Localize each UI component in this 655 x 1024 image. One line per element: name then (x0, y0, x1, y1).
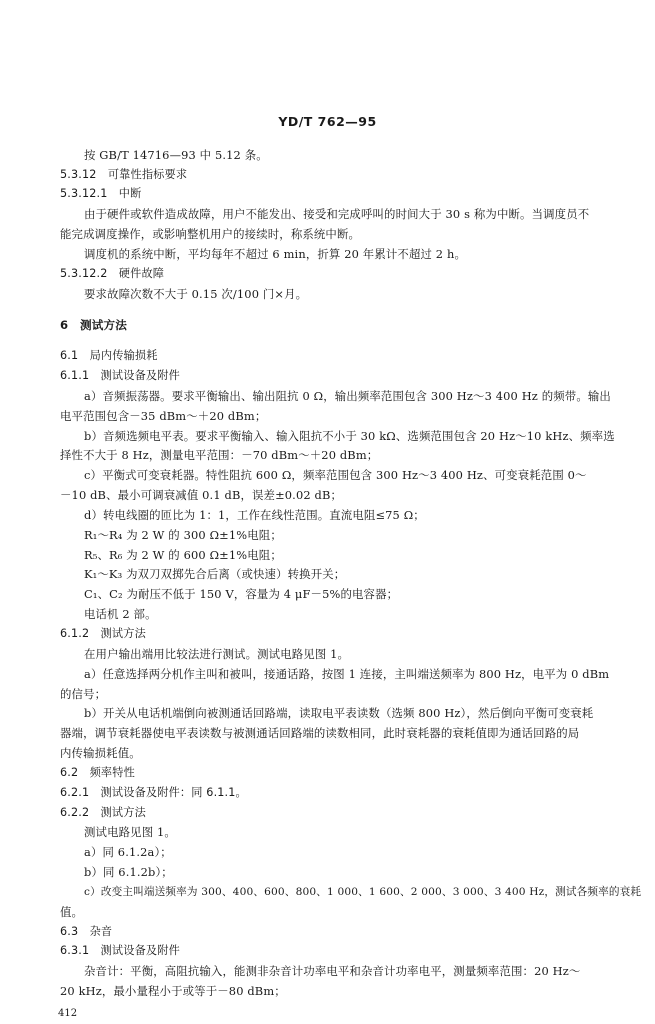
text-line: 杂音计：平衡，高阻抗输入，能测非杂音计功率电平和杂音计功率电平，测量频率范围：20 Hz～ (84, 964, 581, 978)
text-line: a）任意选择两分机作主叫和被叫，接通话路，按图 1 连接，主叫端送频率为 800 Hz，电平为 0 dBm (84, 667, 610, 681)
text-line: a）同 6.1.2a）； (84, 845, 172, 859)
text-line: 测试电路见图 1。 (84, 825, 176, 839)
document-header: YD/T 762—95 (278, 114, 377, 129)
section-heading: 5.3.12.1 中断 (60, 187, 142, 200)
section-heading: 6.1.1 测试设备及附件 (60, 369, 180, 382)
text-line: 电平范围包含－35 dBm～＋20 dBm； (60, 409, 267, 423)
text-line: C₁、C₂ 为耐压不低于 150 V，容量为 4 μF－5%的电容器； (84, 587, 399, 601)
text-line: 择性不大于 8 Hz，测量电平范围：－70 dBm～＋20 dBm； (60, 448, 379, 462)
section-heading: 6.2.2 测试方法 (60, 806, 146, 819)
section-heading: 6.2 频率特性 (60, 766, 135, 779)
text-line: c）平衡式可变衰耗器。特性阻抗 600 Ω，频率范围包含 300 Hz～3 400 Hz、可变衰耗范围 0～ (84, 468, 587, 482)
text-line: 值。 (60, 905, 84, 919)
text-line: b）开关从电话机端倒向被测通话回路端，读取电平表读数（选频 800 Hz），然后倒向平衡可变衰耗 (84, 706, 594, 720)
section-heading: 5.3.12 可靠性指标要求 (60, 168, 188, 181)
text-line: －10 dB、最小可调衰减值 0.1 dB，误差±0.02 dB； (60, 488, 343, 502)
text-line: 20 kHz，最小量程小于或等于－80 dBm； (60, 984, 286, 998)
text-line: 电话机 2 部。 (84, 607, 157, 621)
text-line: 在用户输出端用比较法进行测试。测试电路见图 1。 (84, 647, 350, 661)
chapter-heading: 6 测试方法 (60, 318, 127, 332)
section-heading: 5.3.12.2 硬件故障 (60, 267, 165, 280)
text-line: 的信号； (60, 687, 107, 701)
text-line: R₅、R₆ 为 2 W 的 600 Ω±1%电阻； (84, 548, 282, 562)
text-line: 器端，调节衰耗器使电平表读数与被测通话回路端的读数相同，此时衰耗器的衰耗值即为通话回路的局 (60, 726, 580, 740)
text-line: b）同 6.1.2b）； (84, 865, 173, 879)
text-line: a）音频振荡器。要求平衡输出、输出阻抗 0 Ω，输出频率范围包含 300 Hz～3 400 Hz 的频带。输出 (84, 389, 611, 403)
section-heading: 6.3 杂音 (60, 925, 113, 938)
section-heading: 6.1 局内传输损耗 (60, 349, 158, 362)
section-heading: 6.3.1 测试设备及附件 (60, 944, 180, 957)
page-number: 412 (58, 1008, 78, 1019)
text-line: 由于硬件或软件造成故障，用户不能发出、接受和完成呼叫的时间大于 30 s 称为中断。当调度员不 (84, 207, 590, 221)
text-line: b）音频选频电平表。要求平衡输入、输入阻抗不小于 30 kΩ、选频范围包含 20 Hz～10 kHz、频率选 (84, 429, 615, 443)
text-line: 要求故障次数不大于 0.15 次/100 门×月。 (84, 287, 308, 301)
text-line: 调度机的系统中断，平均每年不超过 6 min，折算 20 年累计不超过 2 h。 (84, 247, 466, 261)
text-line: K₁～K₃ 为双刀双掷先合后离（或快速）转换开关； (84, 567, 346, 581)
text-line: c）改变主叫端送频率为 300、400、600、800、1 000、1 600、2 000、3 000、3 400 Hz，测试各频率的衰耗 (84, 885, 642, 898)
section-heading: 6.1.2 测试方法 (60, 627, 146, 640)
section-heading: 6.2.1 测试设备及附件：同 6.1.1。 (60, 786, 247, 799)
text-line: R₁～R₄ 为 2 W 的 300 Ω±1%电阻； (84, 528, 282, 542)
text-line: d）转电线圈的匝比为 1：1，工作在线性范围。直流电阻≤75 Ω； (84, 508, 425, 522)
text-line: 能完成调度操作，或影响整机用户的接续时，称系统中断。 (60, 227, 361, 241)
text-line: 按 GB/T 14716—93 中 5.12 条。 (84, 148, 268, 162)
text-line: 内传输损耗值。 (60, 746, 141, 760)
